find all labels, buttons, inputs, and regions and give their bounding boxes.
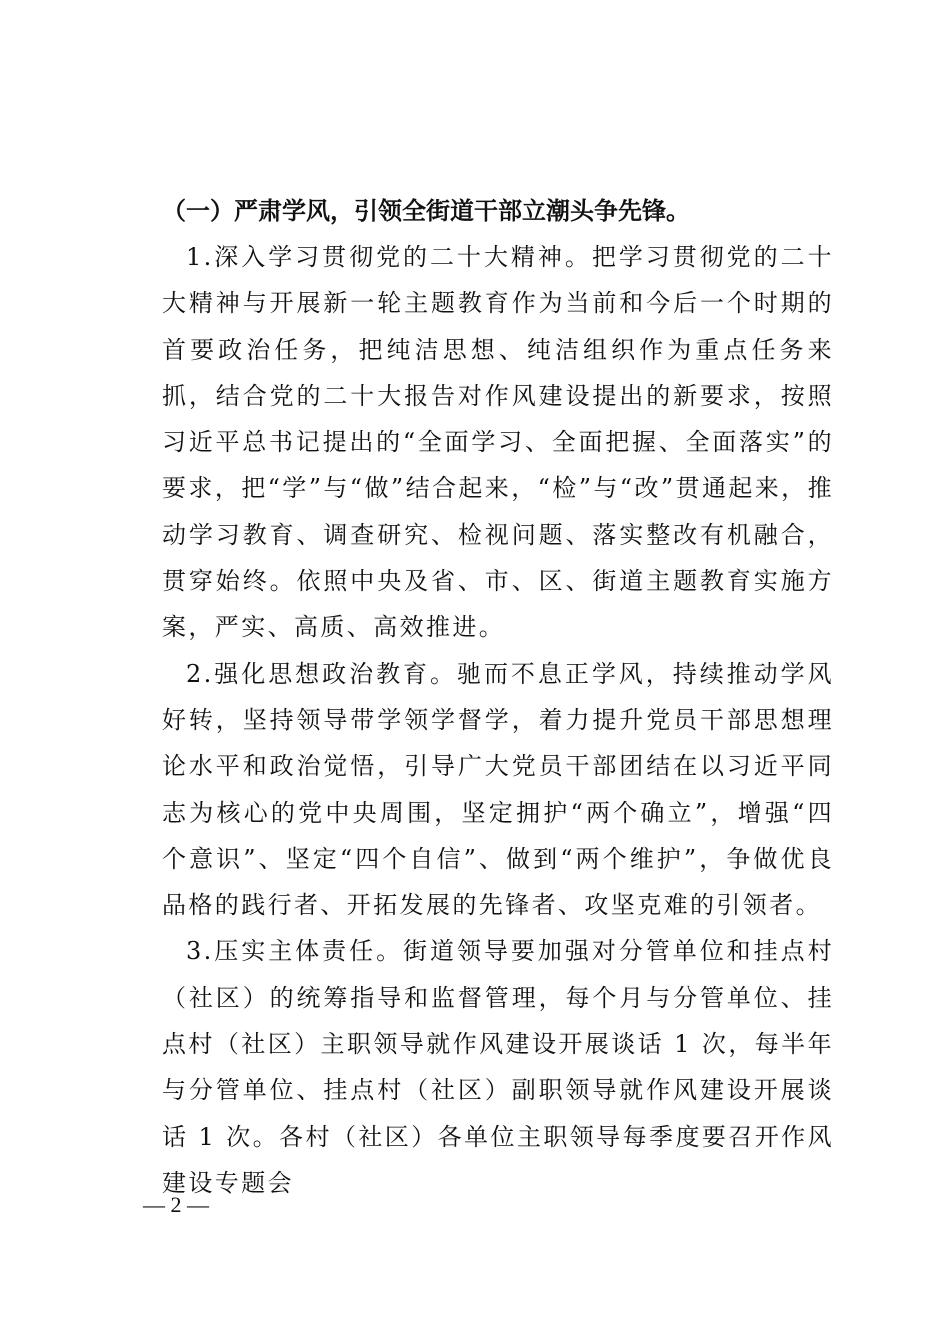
paragraph-1: 1.深入学习贯彻党的二十大精神。把学习贯彻党的二十大精神与开展新一轮主题教育作为当前和今后一个时期的首要政治任务，把纯洁思想、纯洁组织作为重点任务来抓，结合党的二十大报告对作风建设提出的新要求，按照习近平总书记提出的“全面学习、全面把握、全面落实”的要求，把“学”与“做”结合起来，“检”与“改”贯通起来，推动学习教育、调查研究、检视问题、落实整改有机融合，贯穿始终。依照中央及省、市、区、街道主题教育实施方案，严实、高质、高效推进。 [162,243,834,642]
paragraph-2: 2.强化思想政治教育。驰而不息正学风，持续推动学风好转，坚持领导带学领学督学，着力提升党员干部思想理论水平和政治觉悟，引导广大党员干部团结在以习近平同志为核心的党中央周围，坚定拥护“两个确立”，增强“四个意识”、坚定“四个自信”、做到“两个维护”，争做优良品格的践行者、开拓发展的先锋者、攻坚克难的引领者。 [162,659,834,920]
document-body [162,188,834,1206]
section-heading: （一）严肃学风，引领全街道干部立潮头争先锋。 [162,196,690,225]
paragraph-3: 3.压实主体责任。街道领导要加强对分管单位和挂点村（社区）的统筹指导和监督管理，每个月与分管单位、挂点村（社区）主职领导就作风建设开展谈话 1 次，每半年与分管单位、挂点村（社区）副职领导就作风建设开展谈话 1 次。各村（社区）各单位主职领导每季度要召开作风建设专题会 [162,937,834,1197]
page-number: — 2 — [143,1192,209,1217]
